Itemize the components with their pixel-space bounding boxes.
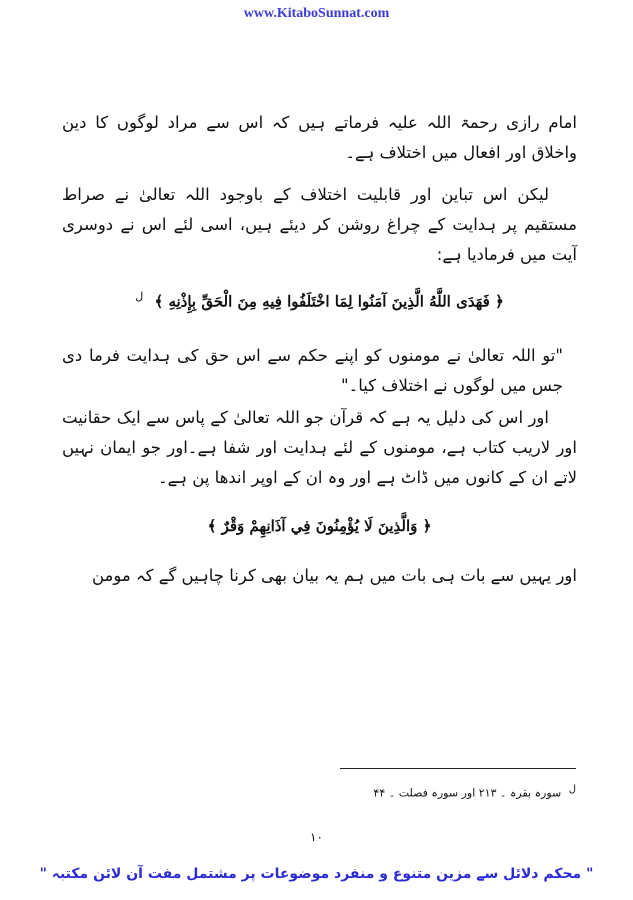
paragraph-1: امام رازی رحمۃ اللہ علیہ فرماتے ہیں کہ اس سے مراد لوگوں کا دین واخلاق اور افعال میں اختلاف ہے۔ [62, 113, 577, 162]
footnote [300, 784, 576, 800]
footnote-divider [340, 768, 576, 769]
paragraph-2: لیکن اس تباین اور قابلیت اختلاف کے باوجود اللہ تعالیٰ نے صراط مستقیم پر ہدایت کے چراغ روشن کر دیئے ہیں، اسی لئے اس نے دوسری آیت میں فرمادیا ہے: [62, 185, 577, 264]
paragraph-5: اور یہیں سے بات ہی بات میں ہم یہ بیان بھی کرنا چاہیں گے کہ مومن [92, 565, 577, 585]
quran-verse-1: ﴿ فَهَدَى اللَّهُ الَّذِينَ آمَنُوا لِمَا اخْتَلَفُوا فِيهِ مِنَ الْحَقِّ بِإِذْنِهِ ﴾ [154, 292, 504, 311]
page-number: ۱۰ [310, 830, 323, 844]
quran-verse-2: ﴿ وَالَّذِينَ لَا يُؤْمِنُونَ فِي آذَانِهِمْ وَقْرٌ ﴾ [207, 516, 432, 535]
footer-tagline: " محکم دلائل سے مزین متنوع و منفرد موضوعات پر مشتمل مفت آن لائن مکتبہ " [39, 866, 594, 882]
translation-quote: "تو اللہ تعالیٰ نے مومنوں کو اپنے حکم سے اس حق کی ہدایت فرما دی جس میں لوگوں نے اختلاف کیا۔" [62, 345, 563, 395]
site-link[interactable]: www.KitaboSunnat.com [243, 6, 390, 21]
footnote-ref: ل [135, 290, 144, 303]
paragraph-4: اور اس کی دلیل یہ ہے کہ قرآن جو اللہ تعالیٰ کے پاس سے ایک حقانیت اور لاریب کتاب ہے، مومنوں کے لئے ہدایت اور شفا ہے۔اور جو ایمان نہیں لاتے ان کے کانوں میں ڈاٹ ہے اور وہ ان کے اوپر اندھا پن ہے۔ [62, 407, 577, 487]
verse-1-block [62, 282, 577, 317]
page-body [62, 108, 577, 591]
footnote-text: سورہ بقرہ ۔ ۲۱۳ اور سورہ فصلت ۔ ۴۴ [373, 786, 562, 800]
footnote-mark: ل [568, 784, 576, 795]
